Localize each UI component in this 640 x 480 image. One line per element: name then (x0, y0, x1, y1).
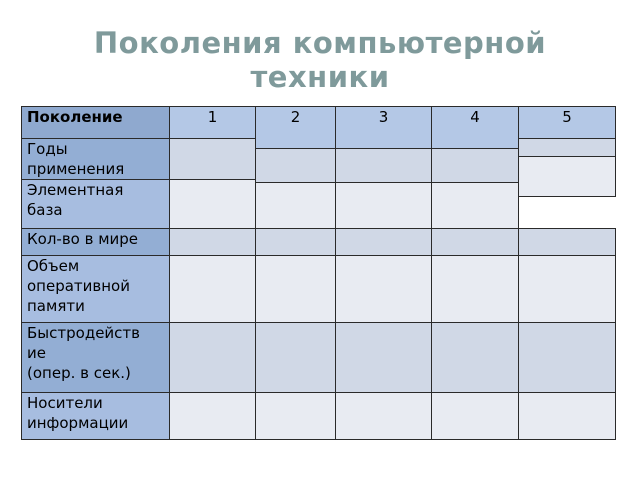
table-cell (432, 229, 519, 256)
table-cell (336, 149, 432, 183)
row-header-performance: Быстродейств ие (опер. в сек.) (22, 323, 170, 393)
table-cell (432, 183, 519, 229)
header-row (22, 107, 616, 131)
row-header-years: Годы применения (22, 139, 170, 180)
title-line-1: Поколения компьютерной (93, 26, 547, 60)
generations-table (21, 106, 616, 440)
row-header-storage: Носители информации (22, 393, 170, 440)
table-cell (256, 149, 336, 183)
table-cell (170, 393, 256, 440)
table-cell (170, 180, 256, 229)
generation-header-2: 2 (256, 107, 336, 149)
table-cell (519, 256, 616, 323)
table-cell (256, 393, 336, 440)
row-header-count: Кол-во в мире (22, 229, 170, 256)
table-cell (170, 323, 256, 393)
table-cell (432, 256, 519, 323)
table-cell (170, 229, 256, 256)
table-cell (336, 229, 432, 256)
table-cell (519, 157, 616, 197)
table-cell (519, 139, 616, 157)
table-cell (256, 323, 336, 393)
table-cell (170, 139, 256, 180)
table-cell (170, 256, 256, 323)
table-cell (519, 229, 616, 256)
table-cell (432, 149, 519, 183)
table-cell (432, 393, 519, 440)
table-cell (519, 323, 616, 393)
table-cell (256, 229, 336, 256)
generation-header-1: 1 (170, 107, 256, 139)
corner-header: Поколение (22, 107, 170, 139)
row-header-memory: Объем оперативной памяти (22, 256, 170, 323)
generation-header-3: 3 (336, 107, 432, 149)
table-cell (336, 183, 432, 229)
slide-title (0, 26, 640, 94)
table-cell (336, 393, 432, 440)
table-cell (336, 256, 432, 323)
table-cell (256, 256, 336, 323)
generation-header-4: 4 (432, 107, 519, 149)
table-cell (432, 323, 519, 393)
table-cell (336, 323, 432, 393)
table-cell (256, 183, 336, 229)
generation-header-5: 5 (519, 107, 616, 139)
row-header-element-base: Элементная база (22, 180, 170, 229)
title-line-2: техники (250, 60, 390, 94)
table-cell (519, 393, 616, 440)
